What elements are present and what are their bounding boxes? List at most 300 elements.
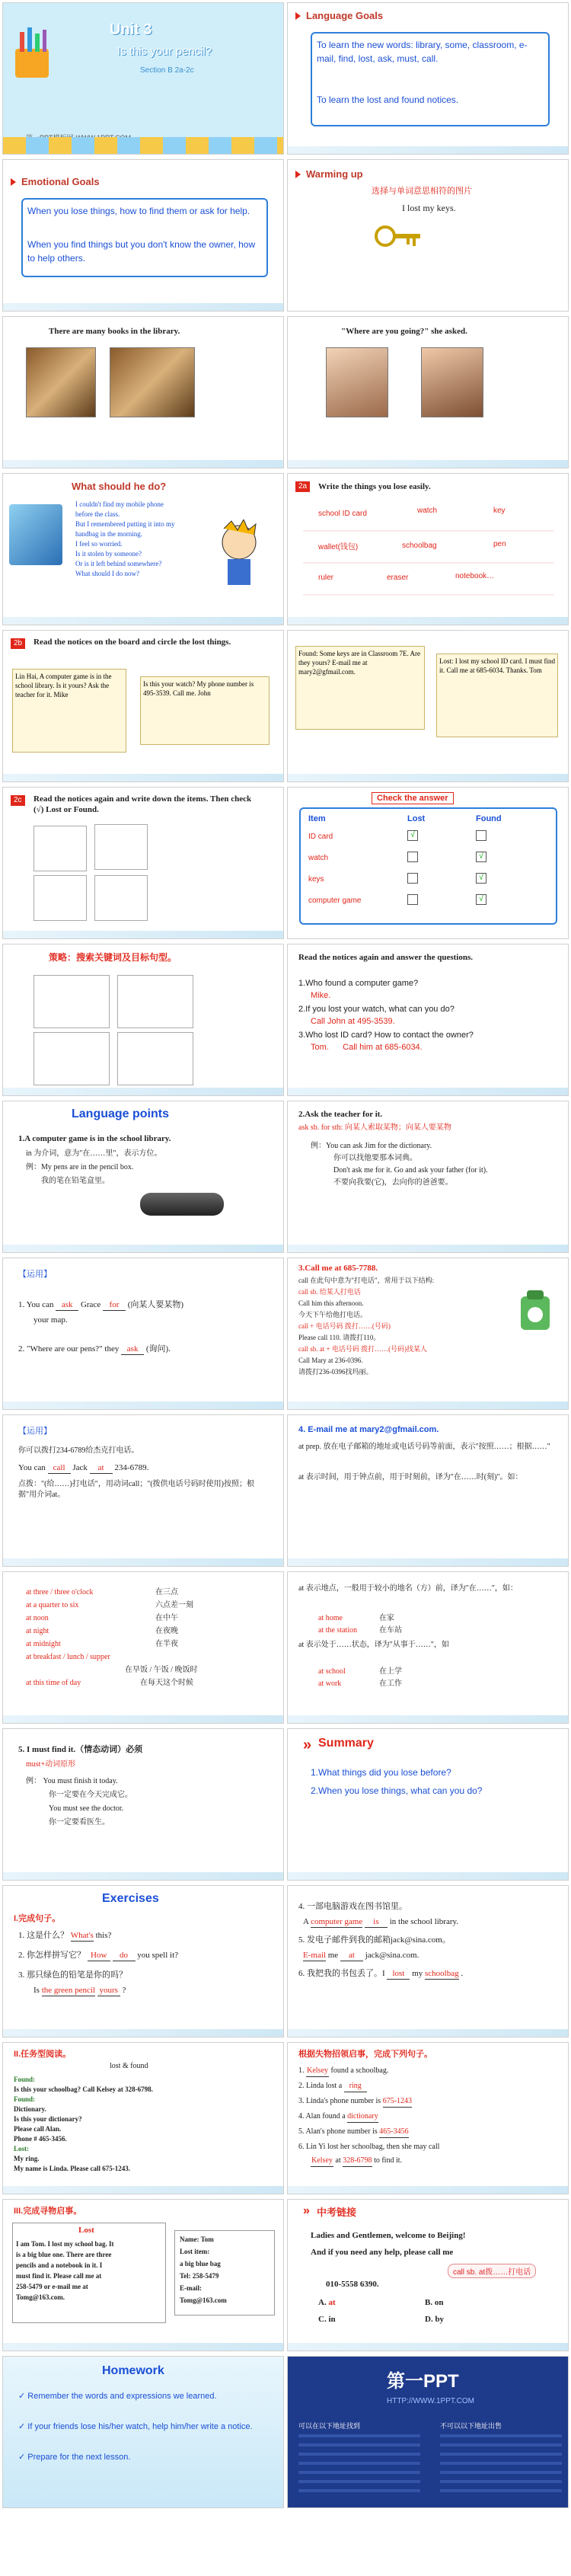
chevron-icon: » (303, 2204, 310, 2217)
footer-strip (3, 303, 283, 311)
option-c[interactable]: C. in (318, 2315, 336, 2324)
notice-line: must find it. Please call me at (16, 2272, 102, 2280)
slide-practice-2 (2, 1414, 284, 1567)
exercise-tag: 2c (11, 795, 25, 806)
footer-strip (288, 1401, 568, 1409)
point-explain: in 为介词，意为"在……里"，表示方位。 (26, 1149, 162, 1158)
phrase-translation: 在每天这个时候 (140, 1679, 193, 1687)
text: Is (33, 1986, 40, 1995)
brand-url[interactable]: HTTP://WWW.1PPT.COM (387, 2397, 474, 2405)
crayon-strip (3, 137, 283, 154)
answer-blank: 675-1243 (383, 2096, 412, 2108)
col-header-lost: Lost (407, 814, 426, 823)
footer-strip (3, 931, 283, 938)
point-translation: 我的笔在铅笔盒里。 (41, 1177, 110, 1185)
point-example: You must see the doctor. (49, 1804, 124, 1813)
slide-emotional-goals (2, 159, 284, 312)
section-heading: II.任务型阅读。 (14, 2050, 72, 2059)
point-sentence: 2.Ask the teacher for it. (298, 1110, 383, 1119)
point-sentence: 4. E-mail me at mary2@gfmail.com. (298, 1425, 439, 1434)
text: Jack (72, 1463, 88, 1472)
slide-heading: 【运用】 (18, 1270, 52, 1279)
slide-check-answer (287, 787, 569, 939)
notice-thumb (33, 875, 87, 921)
phrase-translation: 在车站 (379, 1626, 402, 1635)
example-sentence: I lost my keys. (402, 203, 456, 213)
table-cell-found (476, 852, 486, 862)
exercise-line (303, 1916, 458, 1928)
slide-must (2, 1728, 284, 1881)
point-sentence: 1.A computer game is in the school library. (18, 1134, 171, 1143)
instruction: 选择与单词意思相符的图片 (372, 187, 472, 196)
reading-line: Found: (14, 2095, 36, 2103)
question-3: 3.Who lost ID card? How to contact the owner? (298, 1031, 474, 1040)
answer-line (298, 2111, 378, 2123)
notice-id-card (436, 654, 558, 737)
text: you (137, 1951, 150, 1960)
slide-ask-for (287, 1101, 569, 1253)
unit-title: Unit 3 (110, 21, 152, 38)
slide-heading: What should he do? (72, 481, 167, 492)
notice-thumb (33, 1032, 110, 1085)
slide-heading: Exercises (102, 1892, 159, 1905)
slide-heading: Homework (102, 2364, 164, 2377)
footer-strip (3, 1088, 283, 1095)
phrase-translation: 在早饭 / 午饭 / 晚饭时 (125, 1666, 198, 1674)
option-b[interactable]: B. on (425, 2298, 444, 2307)
slide-homework (2, 2356, 284, 2508)
text: A (303, 1917, 309, 1926)
instruction: Read the notices on the board and circle the lost things. (33, 638, 231, 647)
notice-line: I am Tom. I lost my school bag. It (16, 2240, 114, 2248)
slide-2c (2, 787, 284, 939)
point-line: Call Mary at 236-0396. (298, 1357, 363, 1364)
option-a[interactable] (318, 2297, 336, 2308)
phrase: at work (318, 1680, 342, 1688)
footer-strip (288, 460, 568, 468)
table-cell-item: keys (308, 875, 324, 884)
homework-item: ✓ Remember the words and expressions we learned. (18, 2392, 217, 2401)
footer-strip (288, 2186, 568, 2194)
notice-line: is a big blue one. There are three (16, 2251, 112, 2258)
footer-strip (288, 1088, 568, 1095)
text: jack@sina.com. (365, 1951, 419, 1960)
slide-write-notice (2, 2199, 284, 2351)
table-cell-lost (407, 873, 418, 887)
brand-logo: 第一PPT (387, 2371, 459, 2392)
text: 1. You can (18, 1300, 54, 1309)
answer-blank: computer game (311, 1917, 363, 1926)
text: this? (95, 1931, 112, 1940)
slide-summary (287, 1728, 569, 1881)
answer-blank: What's (70, 1931, 94, 1940)
footer-strip (288, 774, 568, 781)
footer-strip (3, 2029, 283, 2037)
slide-notices-2 (287, 630, 569, 782)
slide-language-goals (287, 2, 569, 155)
slide-exercises (2, 1885, 284, 2037)
checkbox-found: √ (476, 852, 486, 862)
info-box (174, 2230, 275, 2316)
slide-asked (287, 316, 569, 468)
phrase-translation: 在中午 (155, 1614, 178, 1622)
answer-item: eraser (387, 574, 409, 582)
exercise-line: 3. 那只绿色的铅笔是你的吗？ (18, 1970, 127, 1980)
notice-thumb (94, 875, 148, 921)
point-translation: 你可以找他要那本词典。 (333, 1154, 417, 1162)
point-example: 例：My pens are in the pencil box. (26, 1163, 134, 1171)
point-line: call 在此句中意为"打电话"，常用于以下结构: (298, 1277, 435, 1284)
point-example: 例： You must finish it today. (26, 1777, 118, 1785)
exercise-tag: 2b (11, 638, 25, 649)
story-line: Is it stolen by someone? (75, 550, 142, 558)
answer-blank: do (113, 1950, 136, 1961)
question-line: 010-5558 6390. (326, 2280, 379, 2289)
checkbox-lost: √ (407, 830, 418, 841)
answer-item: school ID card (318, 510, 367, 518)
text: . (461, 1969, 464, 1978)
goals-box (21, 198, 268, 277)
col-header-item: Item (308, 814, 326, 823)
reading-line: Lost: (14, 2145, 29, 2153)
answer-blank: Kelsey (306, 2066, 329, 2077)
exercise-line (18, 1950, 178, 1961)
footer-strip (288, 146, 568, 154)
text: in (389, 1917, 397, 1926)
text: Prepare for the next lesson. (27, 2453, 131, 2462)
reading-line: Phone # 465-3456. (14, 2135, 67, 2143)
point-example: 例：You can ask Jim for the dictionary. (311, 1142, 432, 1150)
bullet-arrow-icon (11, 178, 16, 186)
footer-strip (3, 617, 283, 625)
question-line: Ladies and Gentlemen, welcome to Beijing! (311, 2231, 466, 2240)
phrase-translation: 六点差一刻 (155, 1601, 193, 1609)
answer-blank: Kelsey (311, 2156, 333, 2167)
point-translation: 你一定要看医生。 (49, 1818, 110, 1827)
slide-email-me (287, 1414, 569, 1567)
footer-strip (288, 2029, 568, 2037)
answer-blank: lost (387, 1968, 410, 1980)
table-cell-found (476, 894, 486, 905)
answer-blank: yours (97, 1985, 120, 1996)
slide-heading: Summary (318, 1737, 374, 1750)
notice-thumb (117, 1032, 193, 1085)
text: 3. Linda's phone number is (298, 2097, 381, 2105)
notice-thumb (94, 824, 148, 870)
slide-library (2, 316, 284, 468)
phrase: at breakfast / lunch / supper (26, 1653, 110, 1661)
instruction: Write the things you lose easily. (318, 482, 431, 491)
answer-blank: dictionary (347, 2111, 378, 2123)
answer-item: ruler (318, 574, 334, 582)
phrase: at three / three o'clock (26, 1588, 94, 1596)
lost-notice-box (12, 2223, 166, 2323)
table-cell-found (476, 873, 486, 884)
phrase: at noon (26, 1614, 49, 1622)
notice-text: Lin Hai, A computer game is in the school library. Is it yours? Ask the teacher for it. Mike (15, 673, 112, 698)
answer-blank: the green pencil (41, 1986, 95, 1995)
reading-line: Please call Alan. (14, 2125, 62, 2133)
text: my (412, 1969, 423, 1978)
answer-table-box (299, 807, 557, 925)
phrase: at midnight (26, 1640, 61, 1648)
notice-title: Lost (78, 2226, 94, 2235)
exercise-prompt: 4. 一部电脑游戏在图书馆里。 (298, 1902, 407, 1911)
text: 4. Alan found a (298, 2112, 346, 2121)
woman-photo (421, 347, 483, 417)
practice-line (18, 1344, 171, 1355)
text: spell it? (152, 1951, 179, 1960)
point-explain: at prep. 放在电子邮箱的地址或电话号码等前面，表示"按照……；根据……" (298, 1443, 550, 1451)
footer-strip (288, 1715, 568, 1723)
info-line: Name: Tom (180, 2236, 214, 2243)
slide-2b (2, 630, 284, 782)
text: ? (122, 1986, 126, 1995)
point-explain: at 表示地点，一般用于较小的地名（方）前，译为"在……"，如： (298, 1584, 518, 1593)
text: Remember the words and expressions we learned. (27, 2392, 217, 2401)
text: (询问). (145, 1344, 171, 1354)
text: If your friends lose his/her watch, help him/her write a notice. (27, 2422, 253, 2431)
instruction: Read the notices again and answer the questions. (298, 953, 473, 962)
bullet-arrow-icon (295, 171, 301, 178)
phrase: at this time of day (26, 1679, 81, 1687)
answer-item: wallet(钱包) (318, 543, 359, 551)
answer-item: pen (493, 540, 506, 548)
summary-question: 2.When you lose things, what can you do? (311, 1785, 483, 1796)
point-sentence: 5. I must find it.（情态动词）必须 (18, 1745, 143, 1754)
pencil-box-picture (140, 1193, 224, 1216)
info-line: Tomg@163.com (180, 2296, 227, 2304)
info-line: E-mail: (180, 2284, 202, 2292)
notice-text: Is this your watch? My phone number is 495-3539. Call me. John (143, 680, 254, 697)
footer-strip (3, 1245, 283, 1252)
goal-2: When you find things but you don't know the owner, how to help others. (27, 239, 256, 264)
phrase-translation: 在工作 (379, 1680, 402, 1688)
goal-2: To learn the lost and found notices. (317, 94, 459, 105)
notice-text: Found: Some keys are in Classroom 7E. Are they yours? E-mail me at mary2@gfmail.com. (298, 650, 420, 676)
practice-line: your map. (33, 1315, 68, 1325)
story-line: I couldn't find my mobile phone (75, 500, 164, 508)
table-cell-lost (407, 894, 418, 909)
notice-line: 258-5479 or e-mail me at (16, 2283, 88, 2290)
story-line: handbag in the morning. (75, 530, 142, 538)
story-line: I feel so worried. (75, 540, 123, 548)
answer-item: notebook… (455, 572, 495, 580)
slide-exercises-2 (287, 1885, 569, 2037)
slide-at-place (287, 1571, 569, 1724)
exercise-line (298, 1968, 463, 1980)
answer-1: Mike. (311, 991, 331, 1000)
goal-1: To learn the new words: library, some, classroom, e-mail, find, lost, ask, must, call. (317, 40, 528, 64)
phrase: at school (318, 1667, 346, 1676)
footer-strip (3, 1558, 283, 1566)
notice-watch (140, 676, 270, 745)
footer-strip (288, 1872, 568, 1880)
footer-strip (288, 617, 568, 625)
link-list (440, 2434, 562, 2495)
point-line: Please call 110. 请拨打110。 (298, 1334, 381, 1341)
practice-line: 你可以拨打234-6789给杰克打电话。 (18, 1446, 139, 1455)
notice-line: pencils and a notebook in it. I (16, 2261, 103, 2269)
question-2: 2.If you lost your watch, what can you do? (298, 1005, 455, 1014)
answer-blank: 465-3456 (379, 2127, 408, 2138)
answer-line (298, 2127, 409, 2138)
story-line: But I remembered putting it into my (75, 520, 175, 528)
text: at (335, 2156, 341, 2165)
goals-box (311, 32, 550, 126)
answer-item: key (493, 507, 506, 515)
text: 234-6789. (114, 1463, 149, 1472)
point-line: Call him this afternoon. (298, 1299, 364, 1307)
story-line: before the class. (75, 510, 120, 518)
reading-line: My ring. (14, 2155, 40, 2162)
answer-blank: at (90, 1462, 113, 1474)
summary-question: 1.What things did you lose before? (311, 1767, 451, 1778)
point-line: call sb. 给某人打电话 (298, 1288, 361, 1296)
link-list (298, 2434, 420, 2495)
phone-icon (516, 1289, 554, 1334)
phrase-translation: 在上学 (379, 1667, 402, 1676)
slide-heading: Language points (72, 1107, 169, 1120)
exercise-line (33, 1985, 126, 1996)
worried-boy-icon (209, 519, 270, 588)
slide-call-me (287, 1258, 569, 1410)
phrase-translation: 在家 (379, 1614, 394, 1622)
notice-text: Lost: I lost my school ID card. I must find it. Call me at 685-6034. Thanks. Tom (439, 657, 555, 674)
goal-1: When you lose things, how to find them or ask for help. (27, 206, 250, 216)
option-d[interactable]: D. by (425, 2315, 445, 2324)
library-shelves-photo (110, 347, 195, 417)
answer-blank: How (88, 1950, 110, 1961)
footer-strip (3, 2343, 283, 2351)
answer-blank: ask (56, 1299, 78, 1311)
slide-2a (287, 473, 569, 625)
caption: "Where are you going?" she asked. (341, 327, 467, 336)
phrase: at home (318, 1614, 343, 1622)
answer-blank: at (340, 1950, 363, 1961)
info-line: Tel: 258-5479 (180, 2272, 219, 2280)
point-explain: at 表示处于……状态，译为"从事于……"，如 (298, 1641, 449, 1649)
info-line: a big blue bag (180, 2260, 221, 2268)
story-line: What should I do now? (75, 570, 139, 577)
slide-at-time (2, 1571, 284, 1724)
info-line: Lost item: (180, 2248, 210, 2255)
table-cell-found (476, 830, 486, 845)
answer-line (298, 2066, 388, 2077)
section-heading: 根据失物招领启事，完成下列句子。 (298, 2050, 432, 2059)
text: 2. "Where are our pens?" they (18, 1344, 120, 1354)
slide-exam-link (287, 2199, 569, 2351)
phrase: at the station (318, 1626, 358, 1635)
answer-blank: 328-6798 (343, 2156, 372, 2167)
answer-line: 6. Lin Yi lost her schoolbag, then she may call (298, 2143, 440, 2151)
footer-strip (3, 2186, 283, 2194)
reading-line: Dictionary. (14, 2105, 46, 2113)
answer-blank: for (103, 1299, 126, 1311)
notice-thumb (117, 975, 193, 1028)
story-line: Or is it left behind somewhere? (75, 560, 162, 567)
text: (向某人要某物) (127, 1300, 184, 1309)
column-heading: 不可以以下地址出售 (440, 2422, 502, 2430)
checkbox-lost (407, 852, 418, 862)
practice-line (18, 1299, 183, 1311)
reading-line: Is this your schoolbag? Call Kelsey at 328-6798. (14, 2085, 153, 2093)
keys-icon (372, 221, 425, 267)
exercise-line (303, 1950, 419, 1961)
footer-strip (3, 1401, 283, 1409)
slide-task-reading (2, 2042, 284, 2194)
slide-task-answers (287, 2042, 569, 2194)
pencil-cup-icon (9, 26, 55, 79)
slide-heading: 中考链接 (317, 2207, 357, 2218)
column-heading: 可以在以下地址找到 (298, 2422, 361, 2430)
checkbox-found (476, 830, 486, 841)
point-explain: must+动词原形 (26, 1760, 76, 1769)
table-cell-item: ID card (308, 833, 333, 841)
slide-brand (287, 2356, 569, 2508)
slide-what-should-he-do (2, 473, 284, 625)
point-explain: at 表示时间，用于钟点前，用于时刻前，译为"在……时(刻)"。如： (298, 1473, 523, 1481)
reading-line: Found: (14, 2076, 36, 2083)
answer-item: watch (417, 507, 438, 515)
slide-title (2, 2, 284, 155)
point-line: call + 电话号码 拨打……(号码) (298, 1322, 391, 1330)
slide-heading: Check the answer (372, 792, 454, 804)
question-line: And if you need any help, please call me (311, 2248, 454, 2257)
text: 1. 这是什么？ (18, 1931, 69, 1940)
homework-item: ✓ Prepare for the next lesson. (18, 2453, 131, 2462)
text: the school library. (398, 1917, 459, 1926)
table-cell-item: computer game (308, 896, 362, 905)
slide-heading: 策略：搜索关键词及目标句型。 (49, 952, 177, 963)
practice-line (18, 1462, 148, 1474)
answer-blank: ring (344, 2081, 367, 2092)
footer-strip (3, 460, 283, 468)
chevron-icon: » (303, 1737, 312, 1753)
point-translation: 不要向我要(它)，去向你的爸爸要。 (333, 1178, 453, 1187)
point-line: call sb. at + 电话号码 拨打……(号码)找某人 (298, 1345, 428, 1353)
checkbox-lost (407, 873, 418, 884)
point-line: 请拨打236-0396找玛丽。 (298, 1368, 373, 1376)
text: A. (318, 2298, 327, 2307)
text: 6. 我把我的书包丢了。I (298, 1969, 385, 1978)
text: Grace (80, 1300, 101, 1309)
footer-strip (288, 1245, 568, 1252)
text: at (328, 2298, 336, 2307)
answer-line (298, 2081, 367, 2092)
lesson-title: Is this your pencil? (117, 45, 212, 58)
notice-keys (295, 646, 425, 730)
slide-strategy (2, 944, 284, 1096)
text: to find it. (374, 2156, 403, 2165)
phrase: at a quarter to six (26, 1601, 79, 1609)
text: me (327, 1951, 339, 1960)
point-sentence: 3.Call me at 685-7788. (298, 1264, 378, 1273)
text: 2. 你怎样拼写它？ (18, 1951, 85, 1960)
point-translation: 你一定要在今天完成它。 (49, 1791, 132, 1799)
instruction: Read the notices again and write down the items. Then check (√) Lost or Found. (33, 794, 252, 814)
text: 5. Alan's phone number is (298, 2127, 378, 2136)
exercise-tag: 2a (295, 481, 310, 492)
point-line: 今天下午给他打电话。 (298, 1311, 368, 1318)
slide-warming-up (287, 159, 569, 312)
answer-line (298, 2096, 412, 2108)
footer-strip (288, 1558, 568, 1566)
checkbox-lost (407, 894, 418, 905)
library-photo (26, 347, 96, 417)
notice-thumb (33, 826, 87, 871)
slide-heading: Emotional Goals (21, 176, 100, 187)
